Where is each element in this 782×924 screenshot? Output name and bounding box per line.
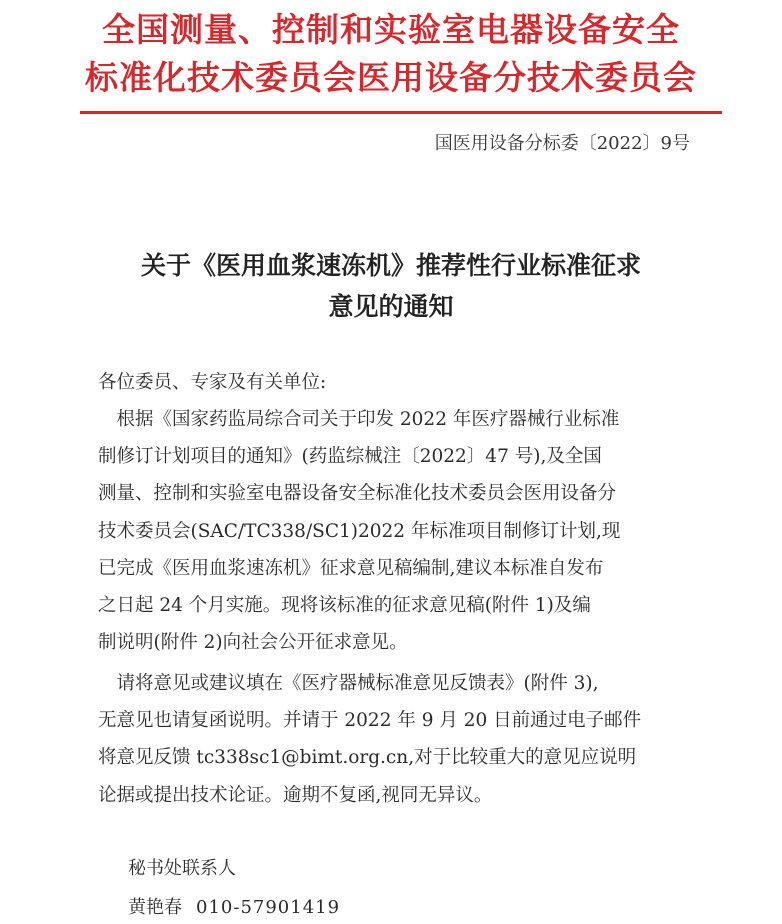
paragraph-line: 根据《国家药监局综合司关于印发 2022 年医疗器械行业标准: [98, 409, 620, 430]
org-name-line-1: 全国测量、控制和实验室电器设备安全: [102, 10, 680, 49]
paragraph-1: [98, 401, 620, 661]
notice-title-line-1: 关于《医用血浆速冻机》推荐性行业标准征求: [140, 251, 641, 280]
notice-title-line-2: 意见的通知: [328, 292, 454, 321]
paragraph-line: 制说明(附件 2)向社会公开征求意见。: [98, 632, 408, 654]
org-name-line-2: 标准化技术委员会医用设备分技术委员会: [85, 58, 697, 97]
paragraph-line: 技术委员会(SAC/TC338/SC1)2022 年标准项目制修订计划,现: [98, 520, 621, 542]
document-number: 国医用设备分标委〔2022〕9号: [434, 133, 690, 154]
notice-title: [60, 245, 722, 327]
paragraph-line: 无意见也请复函说明。并请于 2022 年 9 月 20 日前通过电子邮件: [98, 710, 642, 732]
contact-label: 秘书处联系人: [128, 858, 236, 879]
contact-name: 黄艳春: [128, 897, 182, 918]
paragraph-line: 测量、控制和实验室电器设备安全标准化技术委员会医用设备分: [98, 483, 617, 505]
paragraph-line: 请将意见或建议填在《医疗器械标准意见反馈表》(附件 3),: [98, 673, 599, 694]
paragraph-line: 之日起 24 个月实施。现将该标准的征求意见稿(附件 1)及编: [98, 595, 591, 617]
paragraph-line: 将意见反馈 tc338sc1@bimt.org.cn,对于比较重大的意见应说明: [98, 747, 637, 769]
paragraph-line: 论据或提出技术论证。逾期不复函,视同无异议。: [98, 784, 493, 806]
contact-person: [128, 896, 340, 920]
greeting: 各位委员、专家及有关单位:: [98, 372, 327, 393]
paragraph-2: [98, 665, 641, 814]
org-header: [0, 6, 782, 102]
paragraph-line: 已完成《医用血浆速冻机》征求意见稿编制,建议本标准自发布: [98, 557, 604, 579]
header-divider: [80, 111, 722, 114]
paragraph-line: 制修订计划项目的通知》(药监综械注〔2022〕47 号),及全国: [98, 446, 602, 468]
contact-phone: 010-57901419: [196, 897, 341, 918]
